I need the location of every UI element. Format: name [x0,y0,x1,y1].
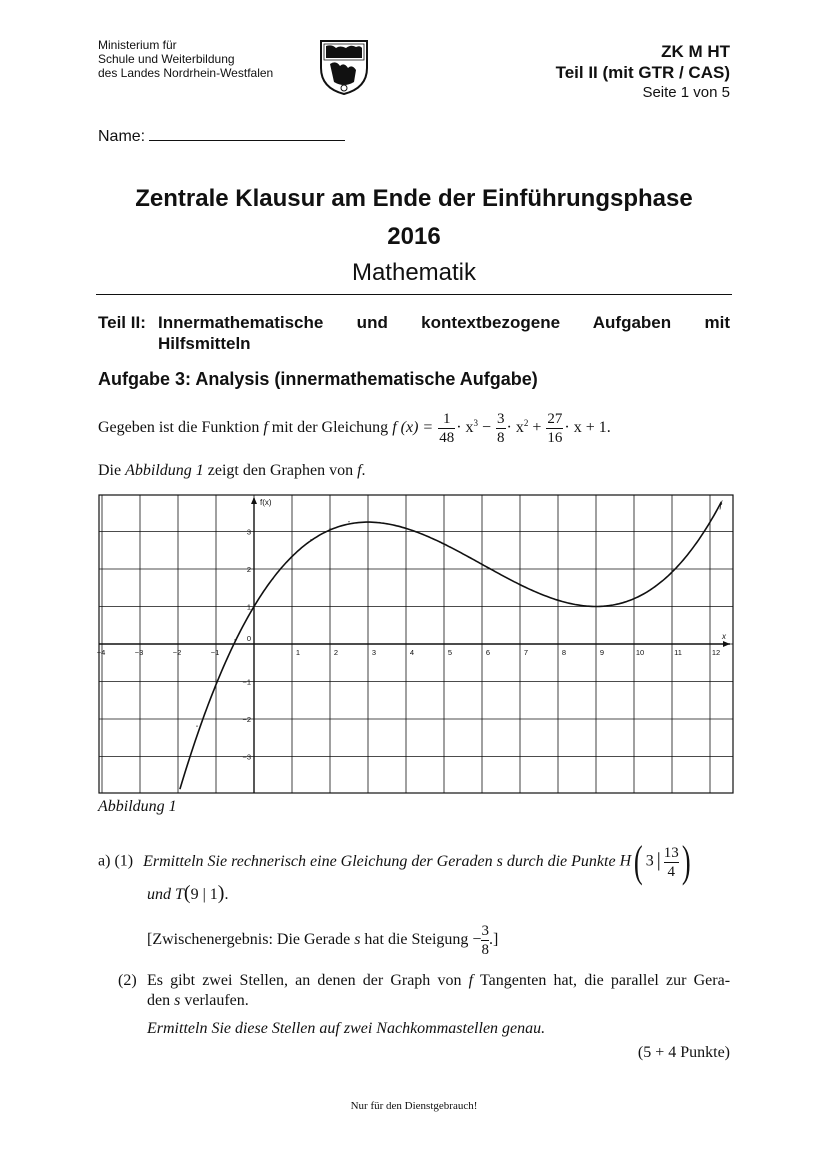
question-a1-line-2 [147,882,228,905]
point-H-y-denominator: 4 [667,863,676,880]
intro-figure-ref: Abbildung 1 [125,462,204,479]
question-1-number: (1) [114,852,134,870]
x-tick-label: 12 [711,648,721,657]
x-tick-label: 5 [447,648,453,657]
y-tick-label: −1 [242,677,251,687]
curve-sample-point [405,528,406,529]
x-tick-label: −3 [134,648,144,657]
point-T-label: T [175,886,184,903]
und-word: und [147,886,171,903]
question-2-text-c: den [147,992,171,1009]
ministry-line-3: des Landes Nordrhein-Westfalen [98,66,274,80]
section-title-line-2: Hilfsmitteln [158,334,251,353]
curve-sample-point [234,639,235,640]
point-H-separator: | [656,848,661,871]
name-field [98,126,345,146]
x-tick-label: 2 [333,648,339,657]
question-2-number: (2) [118,972,137,989]
function-curve [180,502,722,789]
point-T-coords: 9 | 1 [190,886,218,903]
function-definition [98,410,738,454]
question-2-text-a: Es gibt zwei Stellen, an denen der Graph von [147,972,462,989]
point-H-y-fraction [664,844,679,881]
subject: Mathematik [351,259,477,286]
y-tick-label: 2 [246,565,251,574]
y-axis-arrow [251,497,257,504]
curve-label: f [719,499,723,510]
y-tick-label: 3 [246,527,251,537]
curve-sample-point [291,556,292,557]
operator-1: − [482,419,492,437]
figure-intro [98,462,366,480]
question-2-instruction: Ermitteln Sie diese Stellen auf zwei Nachkommastellen genau. [147,1020,546,1037]
function-graph [98,494,734,794]
y-tick-label: 1 [246,602,251,612]
question-2-f: f [468,972,474,989]
slope-minus: − [472,931,482,949]
intermediate-end: .] [488,931,499,949]
intro-prefix: Die [98,462,122,479]
given-mid: mit der Gleichung [271,419,389,437]
task-heading: Aufgabe 3: Analysis (innermathematische Aufgabe) [98,369,538,389]
point-H-y-numerator: 13 [663,844,679,861]
term-2-var: · x [506,419,524,437]
exam-code: ZK M HT [661,42,730,61]
curve-sample-point [367,522,368,523]
x-tick-label: 4 [409,648,415,657]
question-2-text-d: verlaufen. [184,992,249,1009]
point-H-label: H [619,852,632,870]
term-2-denominator: 8 [497,430,505,446]
curve-sample-point [348,521,349,522]
curve-sample-point [443,546,444,547]
x-tick-label: 7 [523,648,529,657]
name-label: Name: [98,128,146,145]
x-tick-label: 9 [599,648,605,657]
operator-2: + [532,419,542,437]
curve-sample-point [557,600,558,601]
term-1-fraction [438,410,455,447]
intermediate-s: s [354,931,361,949]
intermediate-result [147,922,498,959]
ministry-line-1: Ministerium für [98,38,177,52]
term-1-exponent: 3 [473,417,479,428]
ministry-line-2: Schule und Weiterbildung [98,52,235,66]
x-tick-label: 11 [674,648,682,657]
curve-sample-point [595,606,596,607]
given-prefix: Gegeben ist die Funktion [98,419,260,437]
exam-year: 2016 [387,223,441,250]
question-a1-line [98,837,693,886]
x-tick-label: 3 [371,648,377,657]
term-3-denominator: 16 [547,430,563,446]
x-axis-label: x [722,632,726,641]
term-2-exponent: 2 [523,417,529,428]
y-tick-label: −3 [242,752,251,762]
x-tick-label: −4 [96,648,106,657]
function-lhs: f (x) = [392,419,434,437]
header-right [556,42,730,102]
exam-part: Teil II (mit GTR / CAS) [555,63,730,82]
point-T-end: . [224,886,229,903]
term-2-numerator: 3 [497,411,505,427]
name-blank-line[interactable] [149,126,345,141]
x-tick-label: 8 [561,648,567,657]
question-a-label: a) [98,852,111,870]
figure-caption: Abbildung 1 [98,798,177,815]
curve-sample-point [329,528,330,529]
curve-sample-point [671,570,672,571]
curve-sample-point [519,585,520,586]
curve-sample-point [310,539,311,540]
page-number: Seite 1 von 5 [642,84,730,101]
x-tick-label: 1 [295,648,301,657]
intro-suffix: . [361,462,366,479]
point-H-close-paren: ) [681,837,691,886]
term-3-numerator: 27 [547,411,563,427]
section-title-line-1: Innermathematische und kontextbezogene Aufgaben mit [158,313,730,332]
curve-sample-point [253,606,254,607]
points-label: (5 + 4 Punkte) [637,1044,730,1061]
question-2-text-b: Tangenten hat, die parallel zur Gera- [479,972,731,989]
term-1-var: · x [456,419,474,437]
curve-sample-point [709,522,710,523]
curve-sample-point [272,578,273,579]
curve-sample-point [196,726,197,727]
slope-numerator: 3 [481,923,489,939]
slope-fraction [481,922,489,959]
title-divider [96,294,732,295]
y-axis-label: f(x) [260,498,272,507]
y-tick-label: −2 [242,715,251,724]
question-1-text: Ermitteln Sie rechnerisch eine Gleichung der Geraden s durch die Punkte [143,852,616,870]
intermediate-prefix: [Zwischenergebnis: Die Gerade [147,931,351,949]
question-2-line-2 [147,992,249,1010]
coat-of-arms-icon [318,38,370,96]
intro-mid: zeigt den Graphen von [207,462,354,479]
x-tick-label: −2 [172,648,182,657]
point-T-close-paren: ) [217,882,225,904]
intermediate-mid: hat die Steigung [364,931,469,949]
term-1-numerator: 1 [438,410,455,429]
term-3-var: · x + 1. [564,419,611,437]
page-title: Zentrale Klausur am Ende der Einführungsphase [135,185,693,212]
point-T-open-paren: ( [183,882,191,904]
term-2-fraction [496,410,506,447]
origin-label: 0 [246,634,251,643]
point-H-x: 3 [645,852,654,870]
point-H-open-paren: ( [634,837,643,886]
x-tick-label: 6 [485,648,491,657]
term-3-fraction [546,410,563,447]
intro-f: f [357,462,362,479]
section-label: Teil II: [98,313,146,332]
x-tick-label: 10 [635,648,645,657]
slope-denominator: 8 [481,942,489,958]
x-axis-arrow [723,641,730,647]
given-f: f [263,419,268,437]
term-1-denominator: 48 [439,430,455,446]
footer-note: Nur für den Dienstgebrauch! [350,1100,478,1112]
curve-sample-point [215,679,216,680]
curve-sample-point [633,598,634,599]
question-2-line-1 [147,972,730,990]
ministry-name [98,38,273,80]
curve-sample-point [481,564,482,565]
question-2-s: s [174,992,181,1009]
x-tick-label: −1 [210,648,220,657]
